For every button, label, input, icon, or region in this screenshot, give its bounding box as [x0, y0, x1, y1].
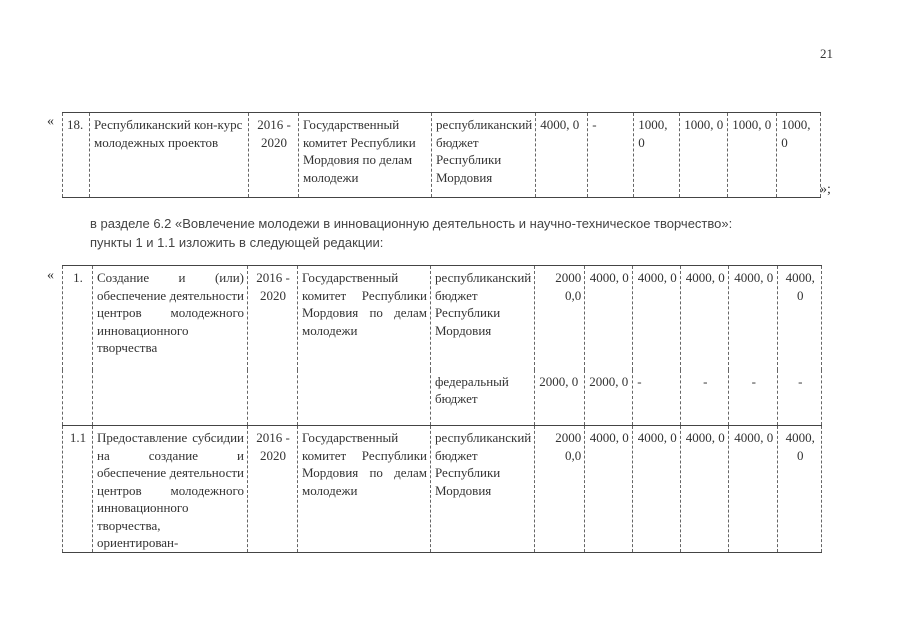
- close-quote: »;: [820, 182, 831, 197]
- value-2016: 4000, 0: [585, 266, 633, 370]
- executor: Государственный комитет Республики Мордовия по делам молодежи: [298, 426, 431, 553]
- funding-source: республиканский бюджет Республики Мордовия: [432, 113, 536, 198]
- executor: Государственный комитет Республики Мордовия по делам молодежи: [299, 113, 432, 198]
- value-2020: 4000, 0: [778, 266, 822, 370]
- value-2019: 4000, 0: [729, 266, 778, 370]
- value-2017: 1000, 0: [634, 113, 680, 198]
- value-2017: -: [633, 370, 681, 426]
- value-2018: 4000, 0: [681, 426, 729, 553]
- value-2016: 2000, 0: [585, 370, 633, 426]
- value-2020: 4000, 0: [778, 426, 822, 553]
- value-2018: -: [681, 370, 729, 426]
- value-2017: 4000, 0: [633, 266, 681, 370]
- value-2020: 1000, 0: [777, 113, 821, 198]
- period: 2016 - 2020: [248, 426, 298, 553]
- value-2019: 1000, 0: [728, 113, 777, 198]
- period: 2016 - 2020: [248, 266, 298, 426]
- value-2020: -: [778, 370, 822, 426]
- value-2016: -: [588, 113, 634, 198]
- table-items-1: [62, 265, 822, 553]
- value-total: 4000, 0: [536, 113, 588, 198]
- item-name: Создание и (или) обеспечение деятельности центров молодежного инновационного творчества: [93, 266, 248, 426]
- value-2017: 4000, 0: [633, 426, 681, 553]
- value-2019: -: [729, 370, 778, 426]
- funding-source: республиканский бюджет Республики Мордовия: [431, 426, 535, 553]
- value-total: 2000 0,0: [535, 266, 585, 370]
- table-row: [63, 113, 821, 198]
- amendment-line-2: пункты 1 и 1.1 изложить в следующей редакции:: [90, 235, 384, 250]
- amendment-line-1: в разделе 6.2 «Вовлечение молодежи в инновационную деятельность и научно-техническое творчество»:: [90, 216, 733, 231]
- page-number: 21: [820, 46, 833, 61]
- open-quote: «: [47, 268, 54, 283]
- value-total: 2000, 0: [535, 370, 585, 426]
- funding-source: федеральный бюджет: [431, 370, 535, 426]
- item-name: Республиканский кон-курс молодежных проектов: [90, 113, 249, 198]
- row-number: 1.: [63, 266, 93, 426]
- open-quote: «: [47, 114, 54, 129]
- row-number: 1.1: [63, 426, 93, 553]
- value-2019: 4000, 0: [729, 426, 778, 553]
- table-row: [63, 426, 822, 553]
- table-item-18: [62, 112, 821, 198]
- value-2018: 1000, 0: [680, 113, 728, 198]
- funding-source: республиканский бюджет Республики Мордовия: [431, 266, 535, 370]
- table-row: [63, 266, 822, 370]
- amendment-text: [90, 214, 830, 252]
- item-name: Предоставление субсидии на создание и обеспечение деятельности центров молодежного инновационного творчества, ориентирован-: [93, 426, 248, 553]
- row-number: 18.: [63, 113, 90, 198]
- period: 2016 - 2020: [249, 113, 299, 198]
- value-2018: 4000, 0: [681, 266, 729, 370]
- value-total: 2000 0,0: [535, 426, 585, 553]
- value-2016: 4000, 0: [585, 426, 633, 553]
- executor: Государственный комитет Республики Мордовия по делам молодежи: [298, 266, 431, 426]
